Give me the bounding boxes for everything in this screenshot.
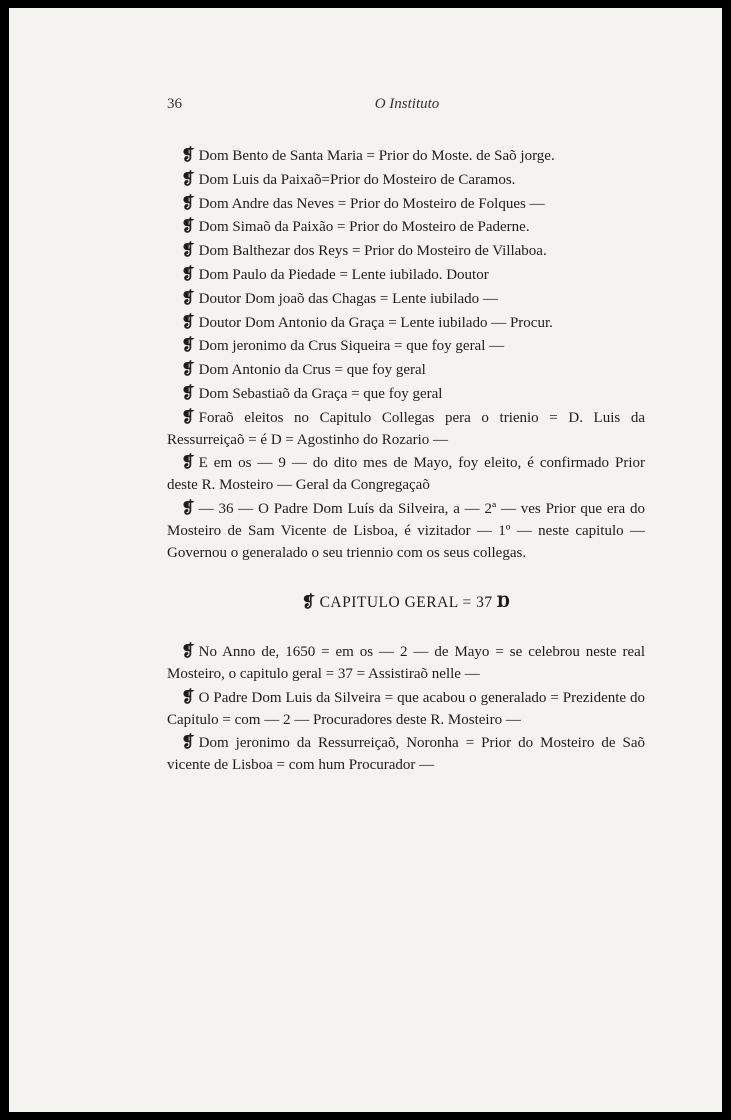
paragraph-text: Dom Antonio da Crus = que foy geral (198, 362, 426, 379)
paragraph (167, 686, 645, 732)
pilcrow-mark: ❡ (181, 145, 195, 164)
pilcrow-mark: ❡ (301, 592, 316, 612)
chapter-heading (167, 591, 645, 614)
pilcrow-mark: ❡ (181, 240, 195, 260)
paragraph (167, 640, 645, 686)
pilcrow-mark: ❡ (181, 497, 195, 517)
pilcrow-mark: ❡ (181, 686, 195, 706)
page-number: 36 (167, 96, 182, 112)
pilcrow-mark: ❡ (181, 168, 195, 188)
paragraph (167, 239, 645, 263)
paragraph (167, 168, 645, 192)
paragraph-text: Dom Paulo da Piedade = Lente iubilado. Doutor (198, 266, 489, 283)
paragraph (167, 287, 645, 311)
paragraph (167, 382, 645, 406)
paragraph-text: Foraõ eleitos no Capitulo Collegas pera o trienio = D. Luis da Ressurreiçaõ = é D = Agostinho do Rozario — (167, 409, 645, 448)
paragraph-text: Dom Balthezar dos Reys = Prior do Mosteiro de Villaboa. (198, 243, 547, 260)
paragraph (167, 358, 645, 382)
pilcrow-mark: ❡ (181, 732, 195, 752)
paragraph-text: Dom Andre das Neves = Prior do Mosteiro de Folques — (198, 195, 545, 212)
closing-mark: Ɒ (496, 592, 511, 612)
chapter-heading-text: CAPITULO GERAL = 37 (319, 594, 493, 612)
running-header (167, 96, 647, 120)
paragraph-text: Doutor Dom Antonio da Graça = Lente iubilado — Procur. (198, 314, 553, 331)
paragraph (167, 144, 645, 168)
paragraph-text: — 36 — O Padre Dom Luís da Silveira, a — 2ª — ves Prior que era do Mosteiro de Sam Vicente de Lisboa, é vizitador — 1º — neste capitulo — Governou o generalado o seu triennio com os seus collegas. (167, 500, 645, 561)
paragraph-text: Dom Bento de Santa Maria = Prior do Moste. de Saõ jorge. (198, 148, 555, 164)
paragraph-text: Dom Sebastiaõ da Graça = que foy geral (198, 385, 443, 402)
paragraph (167, 406, 645, 452)
paragraph (167, 451, 645, 497)
book-page (9, 8, 722, 1112)
paragraph (167, 263, 645, 287)
running-title: O Instituto (374, 96, 440, 112)
paragraph (167, 311, 645, 335)
paragraph-text: Dom Simaõ da Paixão = Prior do Mosteiro de Paderne. (198, 219, 530, 236)
paragraph (167, 192, 645, 216)
pilcrow-mark: ❡ (181, 192, 195, 212)
paragraph-text: E em os — 9 — do dito mes de Mayo, foy eleito, é confirmado Prior deste R. Mosteiro — Geral da Congregaçaõ (167, 455, 645, 494)
pilcrow-mark: ❡ (181, 335, 195, 355)
body-text (167, 144, 645, 777)
paragraph-text: Dom Luis da Paixaõ=Prior do Mosteiro de Caramos. (198, 171, 516, 188)
paragraph (167, 215, 645, 239)
pilcrow-mark: ❡ (181, 359, 195, 379)
paragraph-text: Dom jeronimo da Ressurreiçaõ, Noronha = Prior do Mosteiro de Saõ vicente de Lisboa = com hum Procurador — (167, 735, 645, 774)
pilcrow-mark: ❡ (181, 287, 195, 307)
pilcrow-mark: ❡ (181, 263, 195, 283)
paragraph-text: Doutor Dom joaõ das Chagas = Lente iubilado — (198, 290, 498, 307)
pilcrow-mark: ❡ (181, 382, 195, 402)
paragraph-text: No Anno de, 1650 = em os — 2 — de Mayo = se celebrou neste real Mosteiro, o capitulo geral = 37 = Assistiraõ nelle — (167, 644, 645, 682)
pilcrow-mark: ❡ (181, 406, 195, 426)
paragraph (167, 497, 645, 564)
paragraph-text: Dom jeronimo da Crus Siqueira = que foy geral — (198, 338, 505, 355)
paragraph-group-after (167, 640, 645, 777)
pilcrow-mark: ❡ (181, 452, 195, 472)
paragraph-group-before (167, 144, 645, 564)
paragraph (167, 334, 645, 358)
pilcrow-mark: ❡ (181, 641, 195, 661)
paragraph-text: O Padre Dom Luis da Silveira = que acabou o generalado = Prezidente do Capitulo = com — 2 — Procuradores deste R. Mosteiro — (167, 689, 645, 728)
paragraph (167, 731, 645, 777)
pilcrow-mark: ❡ (181, 216, 195, 236)
pilcrow-mark: ❡ (181, 311, 195, 331)
